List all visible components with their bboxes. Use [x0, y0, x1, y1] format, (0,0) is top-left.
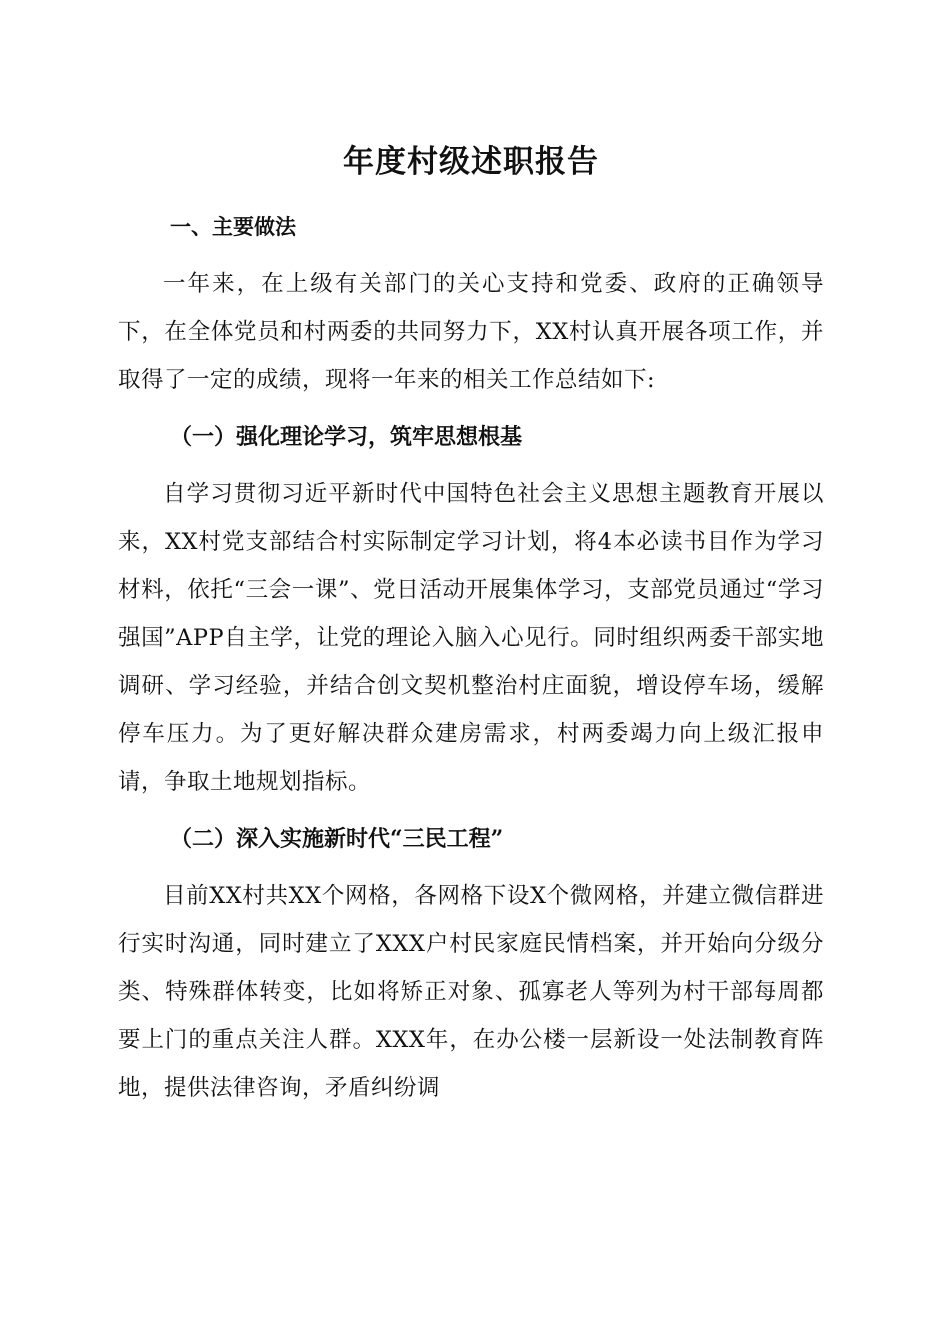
intro-paragraph: 一年来，在上级有关部门的关心支持和党委、政府的正确领导下，在全体党员和村两委的共同努力下，XX村认真开展各项工作，并取得了一定的成绩，现将一年来的相关工作总结如下:: [118, 271, 824, 393]
three-people-project-paragraph: 目前XX村共XX个网格，各网格下设X个微网格，并建立微信群进行实时沟通，同时建立了XXX户村民家庭民情档案，并开始向分级分类、特殊群体转变，比如将矫正对象、孤寡老人等列为村干部每周都要上门的重点关注人群。XXX年，在办公楼一层新设一处法制教育阵地，提供法律咨询，矛盾纠纷调: [118, 883, 824, 1101]
document-body: [118, 138, 824, 1112]
subsection-heading-three-people-project: （二）深入实施新时代“三民工程”: [170, 826, 504, 852]
section-heading-main-practices: 一、主要做法: [170, 215, 296, 239]
theory-study-paragraph: 自学习贯彻习近平新时代中国特色社会主义思想主题教育开展以来，XX村党支部结合村实际制定学习计划，将4本必读书目作为学习材料，依托“三会一课”、党日活动开展集体学习，支部党员通过“学习强国”APP自主学，让党的理论入脑入心见行。同时组织两委干部实地调研、学习经验，并结合创文契机整治村庄面貌，增设停车场，缓解停车压力。为了更好解决群众建房需求，村两委竭力向上级汇报申请，争取土地规划指标。: [118, 481, 824, 795]
subsection-heading-theory-study: （一）强化理论学习，筑牢思想根基: [170, 424, 523, 450]
document-title: 年度村级述职报告: [343, 144, 599, 180]
